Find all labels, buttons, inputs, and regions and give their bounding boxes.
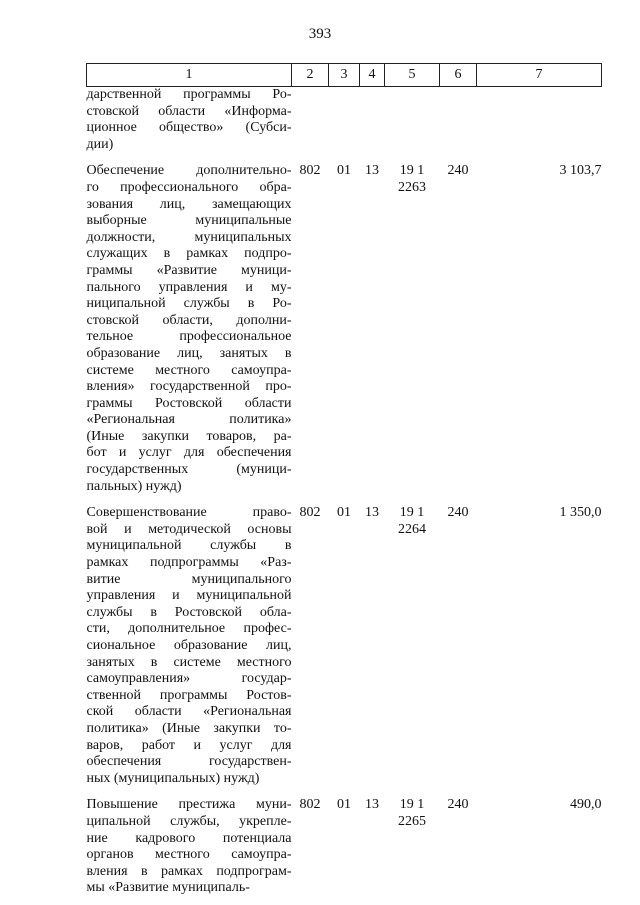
description-line: ственной программы Ростов- [86, 687, 292, 703]
description-line: рамках подпрограммы «Раз- [86, 555, 292, 571]
description-line: дарственной программы Ро- [86, 87, 292, 102]
description-line: сиональное образование лиц, [86, 638, 292, 653]
row-amount [477, 87, 602, 154]
row-target-code: 19 1 2265 [398, 797, 426, 829]
row-gap [87, 787, 602, 797]
row-section-code [329, 87, 360, 154]
table-row [87, 797, 602, 897]
description-line: Совершенствование право- [86, 505, 292, 521]
row-amount: 490,0 [570, 797, 602, 813]
row-gap-cell [87, 495, 602, 505]
row-target-code [385, 87, 440, 154]
description-line: мы «Развитие муниципаль- [86, 880, 250, 896]
description-line: ных (муниципальных) нужд) [86, 770, 260, 786]
description-line: ние кадрового потенциала [86, 830, 292, 846]
description-line: Повышение престижа муни- [86, 797, 292, 813]
row-ministry-code [292, 87, 329, 154]
description-line: выборные муниципальные [86, 213, 292, 229]
description-line: вления в рамках подпрограм- [86, 863, 292, 879]
description-line: системе местного самоупра- [86, 362, 292, 378]
page-number: 393 [308, 26, 332, 42]
description-line: го профессионального обра- [86, 179, 292, 195]
description-line: государственных (муници- [86, 462, 292, 478]
header-col-6: 6 [440, 64, 477, 87]
description-line: пальных) нужд) [86, 478, 182, 494]
row-gap [87, 153, 602, 163]
description-line: должности, муниципальных [86, 229, 292, 245]
description-line: обеспечения государствен- [86, 754, 292, 770]
row-expense-type-code: 240 [447, 797, 469, 813]
description-line: зования лиц, замещающих [86, 196, 292, 212]
header-col-2: 2 [292, 64, 329, 87]
description-line: служащих в рамках подпро- [86, 246, 292, 262]
description-line: граммы Ростовской области [86, 395, 292, 411]
description-line: витие муниципального [86, 571, 292, 587]
description-line: варов, работ и услуг для [86, 737, 292, 753]
row-expense-type-code [440, 87, 477, 154]
row-gap-cell [87, 787, 602, 797]
row-expense-type-code: 240 [447, 505, 469, 521]
table-row [87, 163, 602, 495]
description-line: самоуправления» государ- [86, 671, 292, 687]
row-gap-cell [87, 153, 602, 163]
description-line: политика» (Иные закупки то- [86, 720, 292, 736]
description-line: граммы «Развитие муници- [86, 262, 292, 278]
description-line: дии) [86, 136, 114, 152]
description-line: ципальной службы, укрепле- [86, 813, 292, 829]
row-expense-type-code: 240 [447, 163, 469, 179]
description-line: муниципальной службы в [86, 538, 292, 554]
description-line: стовской области «Информа- [86, 103, 292, 119]
description-line: пального управления и му- [86, 279, 292, 295]
description-line: образование лиц, занятых в [86, 345, 292, 361]
table-row [87, 87, 602, 154]
row-amount: 1 350,0 [559, 505, 602, 521]
row-description [87, 163, 292, 495]
header-col-1: 1 [87, 64, 292, 87]
table-row [87, 505, 602, 787]
row-section-code: 01 [337, 797, 351, 813]
row-section-code: 01 [337, 163, 351, 179]
description-line: сти, дополнительное профес- [86, 621, 292, 637]
header-row [87, 64, 602, 87]
row-ministry-code: 802 [299, 797, 321, 813]
row-ministry-code: 802 [299, 505, 321, 521]
description-line: (Иные закупки товаров, ра- [86, 428, 292, 444]
row-amount: 3 103,7 [559, 163, 602, 179]
description-line: ниципальной службы в Ро- [86, 296, 292, 312]
row-description [87, 87, 292, 154]
budget-table [86, 63, 602, 897]
row-target-code: 19 1 2264 [398, 505, 426, 537]
row-subsection-code: 13 [365, 163, 379, 179]
row-subsection-code [360, 87, 385, 154]
row-subsection-code: 13 [365, 505, 379, 521]
description-line: службы в Ростовской обла- [86, 604, 292, 620]
description-line: вления» государственной про- [86, 379, 292, 395]
description-line: занятых в системе местного [86, 654, 292, 670]
description-line: управления и муниципальной [86, 588, 292, 604]
header-col-4: 4 [360, 64, 385, 87]
header-col-7: 7 [477, 64, 602, 87]
row-description [87, 505, 292, 787]
header-col-3: 3 [329, 64, 360, 87]
description-line: тельное профессиональное [86, 329, 292, 345]
row-section-code: 01 [337, 505, 351, 521]
row-description [87, 797, 292, 897]
description-line: стовской области, дополни- [86, 312, 292, 328]
description-line: бот и услуг для обеспечения [86, 445, 292, 461]
description-line: ционное общество» (Субси- [86, 120, 292, 136]
row-subsection-code: 13 [365, 797, 379, 813]
row-target-code: 19 1 2263 [398, 163, 426, 195]
description-line: Обеспечение дополнительно- [86, 163, 292, 179]
description-line: «Региональная политика» [86, 412, 292, 428]
row-gap [87, 495, 602, 505]
table-body [87, 87, 602, 897]
description-line: ской области «Региональная [86, 704, 292, 720]
description-line: органов местного самоупра- [86, 847, 292, 863]
row-ministry-code: 802 [299, 163, 321, 179]
header-col-5: 5 [385, 64, 440, 87]
description-line: вой и методической основы [86, 521, 292, 537]
